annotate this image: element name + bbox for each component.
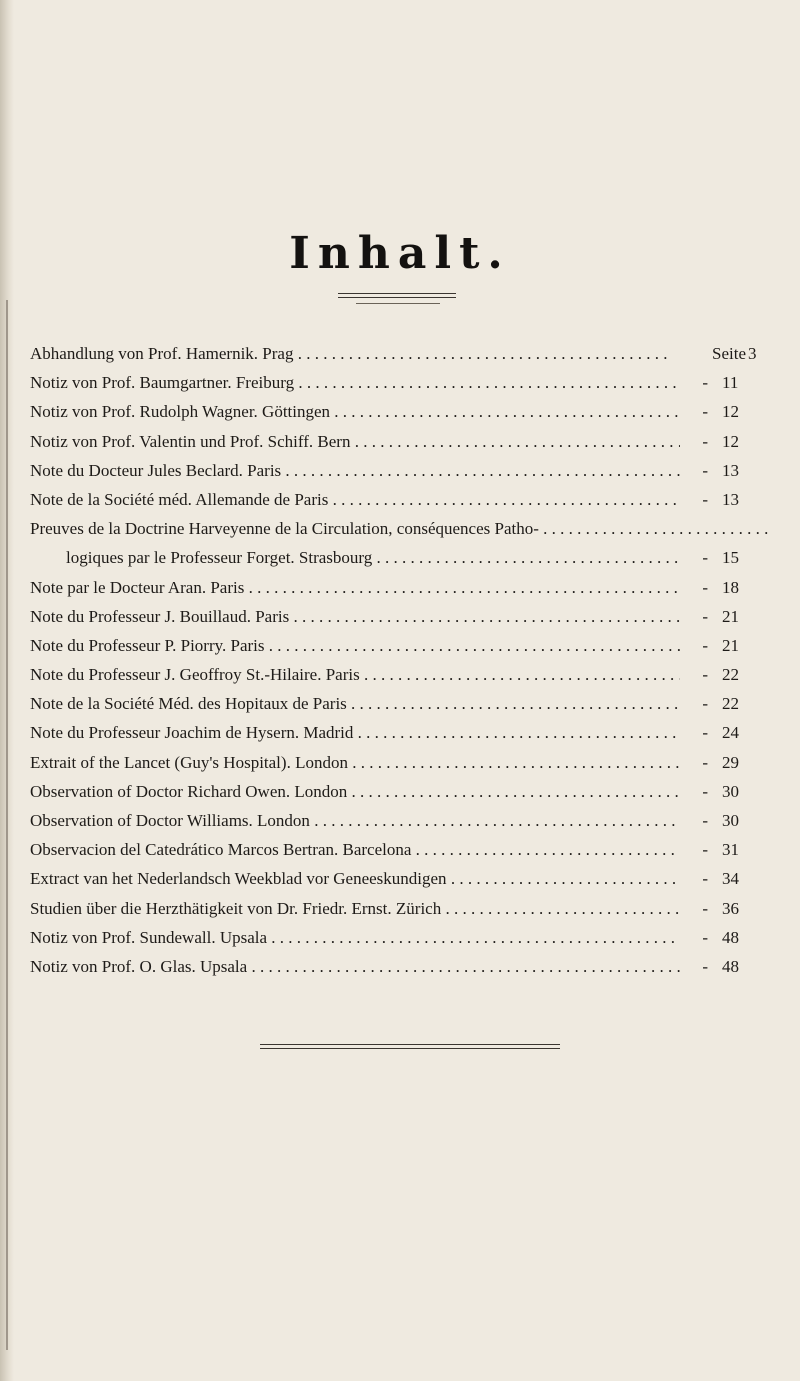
toc-row bbox=[30, 748, 770, 777]
toc-page-number: 48 bbox=[722, 927, 739, 947]
toc-row bbox=[30, 631, 770, 660]
toc-row bbox=[30, 864, 770, 893]
toc-page-number: 31 bbox=[722, 840, 739, 860]
toc-page-number: 13 bbox=[722, 489, 739, 509]
toc-entry-text: Observation of Doctor Richard Owen. London . . . bbox=[30, 777, 680, 806]
toc-page-number: 22 bbox=[722, 694, 739, 714]
table-of-contents bbox=[30, 339, 770, 981]
title-double-rule bbox=[338, 293, 456, 298]
toc-entry-text: logiques par le Professeur Forget. Strasbourg . . . bbox=[30, 543, 680, 572]
toc-entry-text: Note du Professeur Joachim de Hysern. Madrid . . . bbox=[30, 718, 680, 747]
toc-dash: - bbox=[702, 489, 708, 509]
toc-dash: - bbox=[702, 606, 708, 626]
toc-row bbox=[30, 514, 770, 543]
toc-dash: - bbox=[702, 927, 708, 947]
toc-entry-text: Note par le Docteur Aran. Paris . . . bbox=[30, 573, 680, 602]
toc-row bbox=[30, 397, 770, 426]
toc-entry-text: Note de la Société méd. Allemande de Paris . . . bbox=[30, 485, 680, 514]
toc-page-number: 21 bbox=[722, 635, 739, 655]
toc-entry-text: Note du Professeur P. Piorry. Paris . . . bbox=[30, 631, 680, 660]
toc-dash: - bbox=[702, 694, 708, 714]
toc-row bbox=[30, 806, 770, 835]
toc-page-number: 36 bbox=[722, 898, 739, 918]
toc-row bbox=[30, 660, 770, 689]
spine-shadow-line bbox=[6, 300, 8, 1350]
toc-entry-text: Notiz von Prof. O. Glas. Upsala . . . bbox=[30, 952, 680, 981]
seite-label: Seite bbox=[712, 344, 746, 363]
toc-page-number: 21 bbox=[722, 606, 739, 626]
page-title: Inhalt. bbox=[289, 228, 511, 279]
toc-dash: - bbox=[702, 752, 708, 772]
toc-row bbox=[30, 894, 770, 923]
toc-page-number: 48 bbox=[722, 956, 739, 976]
toc-entry-text: Extract van het Nederlandsch Weekblad vor Geneeskundigen . . . bbox=[30, 864, 680, 893]
toc-dash: - bbox=[702, 869, 708, 889]
toc-row bbox=[30, 543, 770, 572]
toc-dash: - bbox=[702, 811, 708, 830]
toc-entry-text: Notiz von Prof. Baumgartner. Freiburg . . . bbox=[30, 368, 680, 397]
toc-dash: - bbox=[702, 781, 708, 801]
toc-entry-text: Observacion del Catedrático Marcos Bertran. Barcelona . . . bbox=[30, 835, 680, 864]
toc-dash: - bbox=[702, 665, 708, 685]
toc-entry-text: Abhandlung von Prof. Hamernik. Prag . . . bbox=[30, 339, 670, 368]
toc-entry-text: Notiz von Prof. Sundewall. Upsala . . . bbox=[30, 923, 680, 952]
toc-page-number: 3 bbox=[748, 344, 757, 363]
toc-page-number: 18 bbox=[722, 577, 739, 597]
toc-entry-text: Note du Docteur Jules Beclard. Paris . . . bbox=[30, 456, 680, 485]
toc-entry-text: Note du Professeur J. Geoffroy St.-Hilaire. Paris . . . bbox=[30, 660, 680, 689]
toc-page-number: 13 bbox=[722, 460, 739, 480]
toc-row bbox=[30, 718, 770, 747]
toc-page-number: 15 bbox=[722, 548, 739, 568]
toc-row bbox=[30, 952, 770, 981]
toc-page-number: 12 bbox=[722, 402, 739, 422]
bottom-double-rule bbox=[260, 1044, 560, 1049]
toc-entry-text: Notiz von Prof. Rudolph Wagner. Göttingen . . . bbox=[30, 397, 680, 426]
toc-row bbox=[30, 485, 770, 514]
toc-dash: - bbox=[702, 956, 708, 976]
toc-row bbox=[30, 602, 770, 631]
toc-row bbox=[30, 456, 770, 485]
toc-row bbox=[30, 777, 770, 806]
toc-entry-text: Preuves de la Doctrine Harveyenne de la Circulation, conséquences Patho- . . . bbox=[30, 514, 770, 543]
toc-row bbox=[30, 427, 770, 456]
toc-row bbox=[30, 689, 770, 718]
toc-entry-text: Note de la Société Méd. des Hopitaux de Paris . . . bbox=[30, 689, 680, 718]
toc-dash: - bbox=[702, 898, 708, 918]
toc-dash: - bbox=[702, 840, 708, 860]
toc-dash: - bbox=[702, 548, 708, 568]
toc-row bbox=[30, 835, 770, 864]
toc-page-number: 34 bbox=[722, 869, 739, 889]
toc-page-number: 12 bbox=[722, 431, 739, 451]
toc-row bbox=[30, 923, 770, 952]
toc-row bbox=[30, 573, 770, 602]
toc-entry-text: Note du Professeur J. Bouillaud. Paris . . . bbox=[30, 602, 680, 631]
toc-entry-text: Notiz von Prof. Valentin und Prof. Schiff. Bern . . . bbox=[30, 427, 680, 456]
toc-dash: - bbox=[702, 723, 708, 743]
toc-dash: - bbox=[702, 635, 708, 655]
toc-page-number: 11 bbox=[722, 373, 739, 393]
title-single-rule bbox=[356, 303, 440, 304]
toc-dash: - bbox=[702, 373, 708, 393]
toc-entry-text: Extrait of the Lancet (Guy's Hospital). London . . . bbox=[30, 748, 680, 777]
toc-dash: - bbox=[702, 402, 708, 422]
toc-page-number: 30 bbox=[722, 811, 739, 830]
toc-page-number: 22 bbox=[722, 665, 739, 685]
toc-dash: - bbox=[702, 431, 708, 451]
toc-page-number: 24 bbox=[722, 723, 739, 743]
toc-row bbox=[30, 339, 770, 368]
toc-dash: - bbox=[702, 460, 708, 480]
toc-dash: - bbox=[702, 577, 708, 597]
toc-entry-text: Studien über die Herzthätigkeit von Dr. Friedr. Ernst. Zürich . . . bbox=[30, 894, 680, 923]
toc-row bbox=[30, 368, 770, 397]
toc-page-number: 29 bbox=[722, 752, 739, 772]
toc-entry-text: Observation of Doctor Williams. London . . . bbox=[30, 806, 680, 835]
toc-page-number: 30 bbox=[722, 781, 739, 801]
